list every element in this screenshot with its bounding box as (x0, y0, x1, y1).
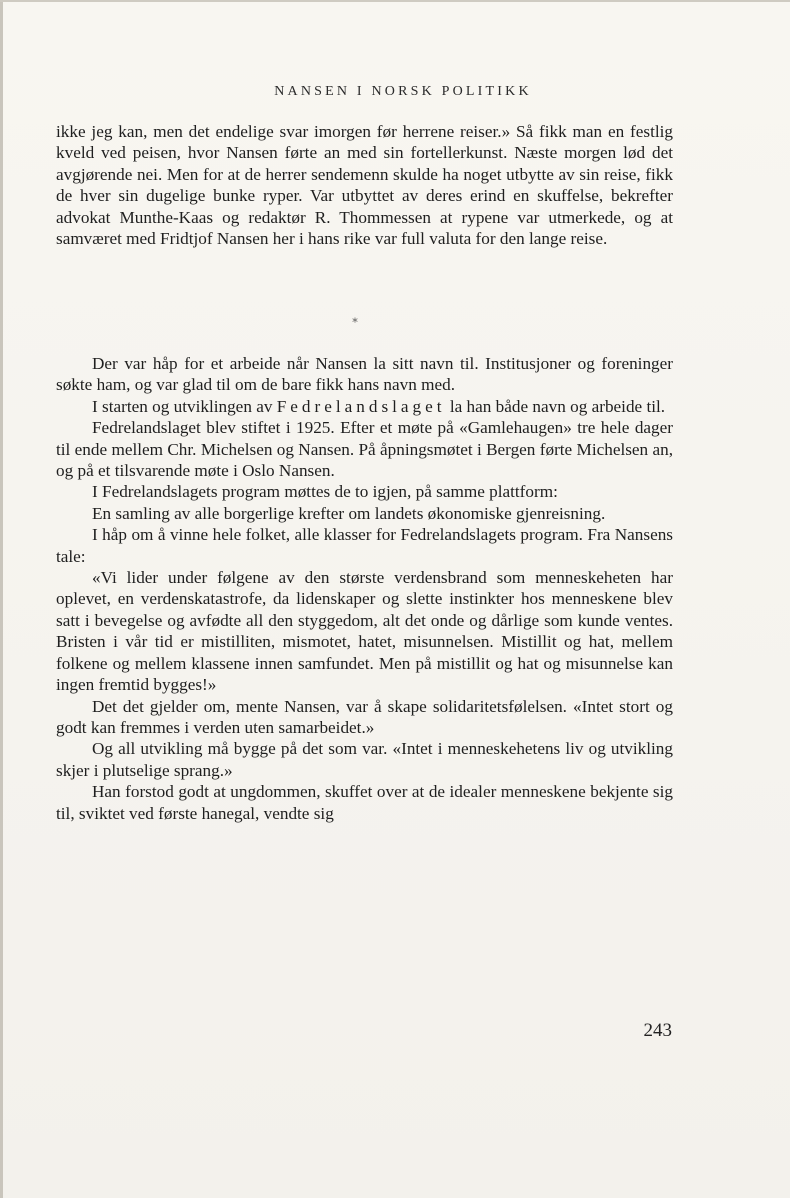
paragraph-speech-quote: «Vi lider under følgene av den største verdensbrand som menneskeheten har oplevet, en verdenskatastrofe, da lidenskaper og slette instinkter hos menneskene blev satt i bevegelse og avfødte all den styggedom, alt det onde og dårlige som kunde ventes. Bristen i vår tid er mistilliten, mismotet, hatet, misunnelsen. Mistillit og hat, mellem folkene og mellem klassene innen samfundet. Men på mistillit og hat og misunnelse kan ingen fremtid bygges!» (56, 568, 673, 695)
paragraph-continuation: ikke jeg kan, men det endelige svar imorgen før herrene reiser.» Så fikk man en festlig kveld ved peisen, hvor Nansen førte an med sin fortellerkunst. Næste morgen lød det avgjørende nei. Men for at de herrer sendemenn skulde ha noget utbytte av sin reise, fikk de hver sin dugelige bunke ryper. Var utbyttet av deres erind en skuffelse, bekrefter advokat Munthe-Kaas og redaktør R. Thommessen at rypene var utmerkede, og at samværet med Fridtjof Nansen her i hans rike var full valuta for den lange reise. (56, 122, 673, 249)
page-edge-left (0, 0, 3, 1198)
paragraph-youth: Han forstod godt at ungdommen, skuffet over at de idealer menneskene bekjente sig til, sviktet ved første hanegal, vendte sig (56, 782, 673, 823)
paragraph-founded: Fedrelandslaget blev stiftet i 1925. Efter et møte på «Gamlehaugen» tre hele dager til ende mellem Chr. Michelsen og Nansen. På åpningsmøtet i Bergen førte Michelsen an, og på et tilsvarende møte i Oslo Nansen. (56, 418, 673, 481)
section-separator-asterisk: * (352, 316, 358, 329)
paragraph-text: I starten og utviklingen av (92, 396, 277, 416)
text-block-bottom (56, 353, 673, 824)
paragraph-hope: I håp om å vinne hele folket, alle klasser for Fedrelandslagets program. Fra Nansens tale: (56, 525, 673, 566)
paragraph-gathering: En samling av alle borgerlige krefter om landets økonomiske gjenreisning. (92, 503, 606, 523)
paragraph-institutions: Der var håp for et arbeide når Nansen la sitt navn til. Institusjoner og foreninger søkte ham, og var glad til om de bare fikk hans navn med. (56, 354, 673, 395)
running-header: NANSEN I NORSK POLITIKK (274, 84, 532, 99)
paragraph-text: la han både navn og arbeide til. (445, 396, 666, 416)
paragraph-fedrelandslaget-start (56, 396, 673, 417)
text-block-top (56, 121, 673, 249)
paragraph-program: I Fedrelandslagets program møttes de to igjen, på samme plattform: (92, 482, 558, 502)
page-edge-top (0, 0, 790, 2)
paragraph-solidarity: Det det gjelder om, mente Nansen, var å skape solidaritetsfølelsen. «Intet stort og godt kan fremmes i verden uten samarbeidet.» (56, 696, 673, 737)
page-number: 243 (643, 1020, 672, 1041)
paragraph-development: Og all utvikling må bygge på det som var. «Intet i menneskehetens liv og utvikling skjer i plutselige sprang.» (56, 739, 673, 780)
spaced-emphasis: Fedrelandslaget (276, 396, 446, 416)
